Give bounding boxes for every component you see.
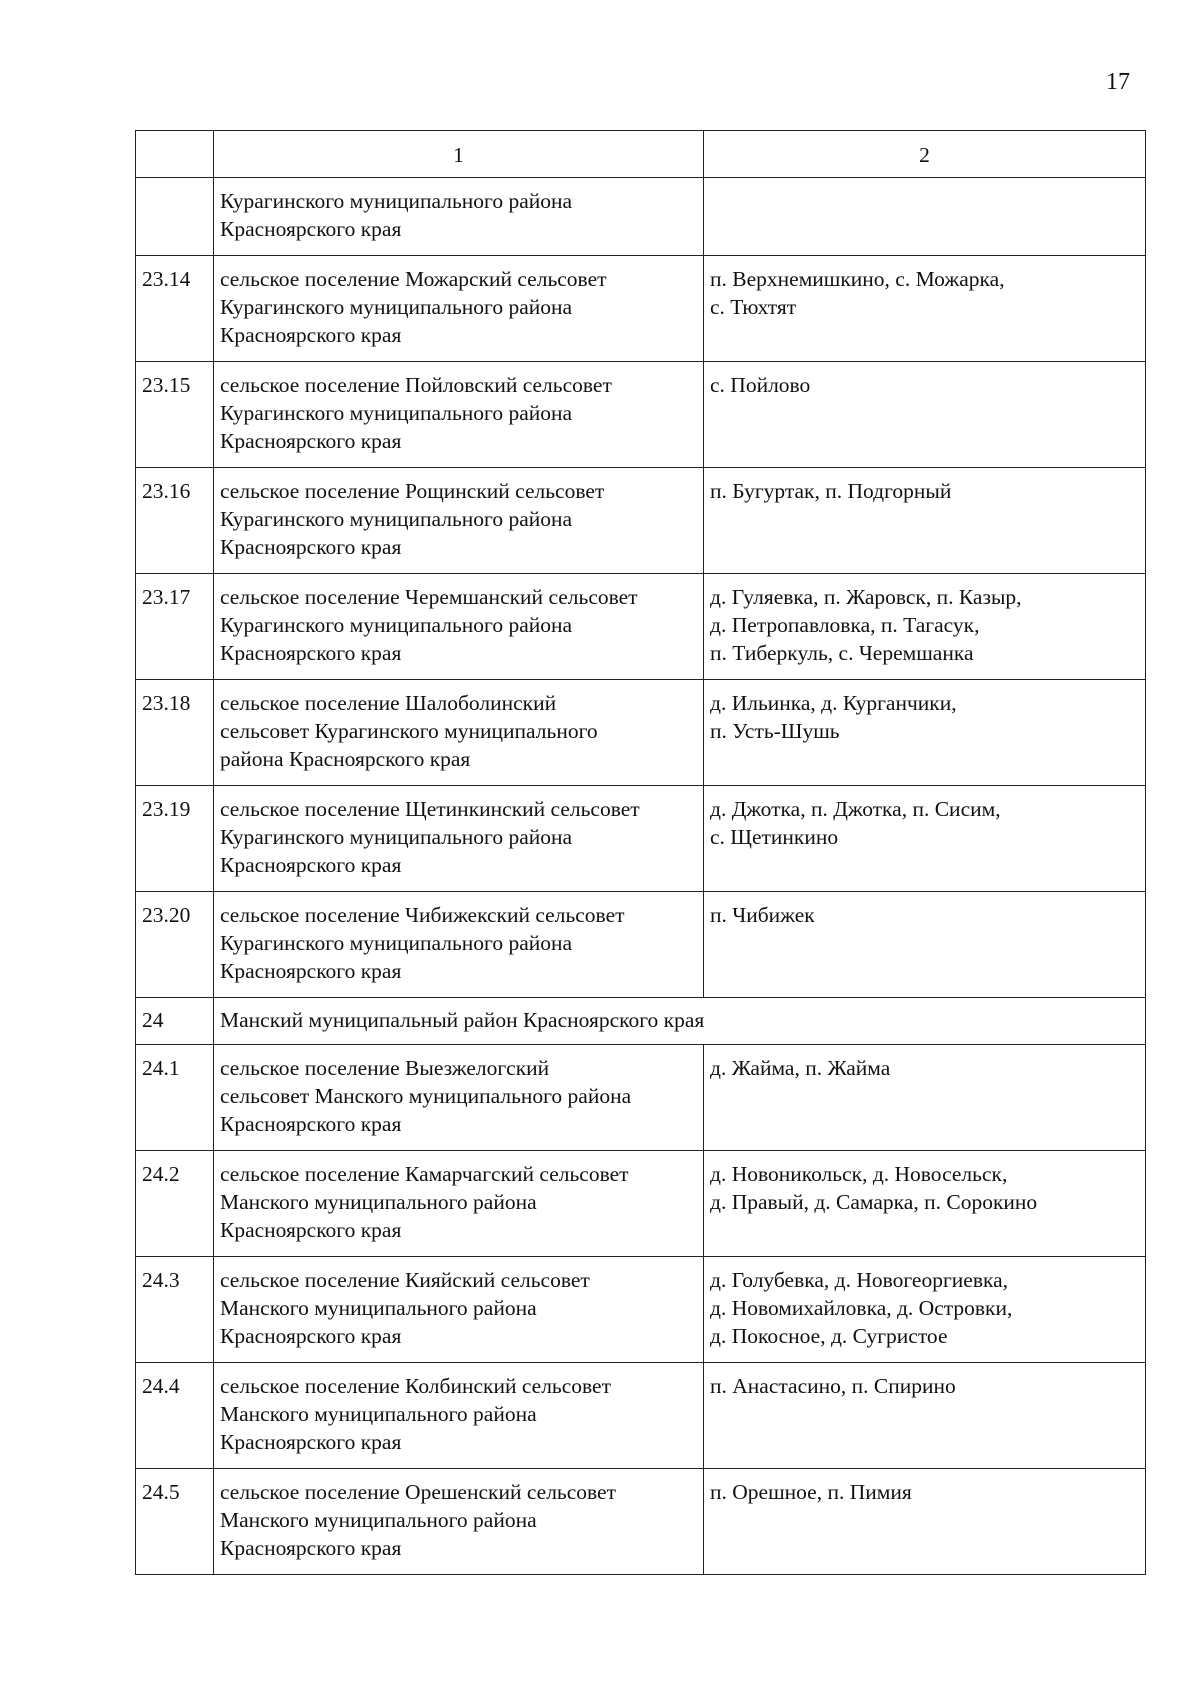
municipality-name <box>214 256 704 362</box>
name-line: Красноярского края <box>220 641 402 665</box>
settlements-list <box>704 362 1146 468</box>
municipality-name <box>214 1045 704 1151</box>
table-row <box>136 1151 1146 1257</box>
table-row <box>136 468 1146 574</box>
name-line: сельское поселение Колбинский сельсовет <box>220 1374 611 1398</box>
row-number: 23.14 <box>136 256 214 362</box>
table-row <box>136 1469 1146 1575</box>
row-number: 23.19 <box>136 786 214 892</box>
settlement-line: д. Ильинка, д. Курганчики, <box>710 691 957 715</box>
municipality-name <box>214 1257 704 1363</box>
settlements-list <box>704 1257 1146 1363</box>
row-number: 24.5 <box>136 1469 214 1575</box>
name-line: Манского муниципального района <box>220 1190 537 1214</box>
settlements-list <box>704 1045 1146 1151</box>
municipality-name <box>214 1469 704 1575</box>
section-number: 24 <box>136 998 214 1045</box>
settlement-line: с. Пойлово <box>710 373 811 397</box>
table-row <box>136 1363 1146 1469</box>
section-row <box>136 998 1146 1045</box>
row-number: 24.3 <box>136 1257 214 1363</box>
name-line: Курагинского муниципального района <box>220 825 573 849</box>
settlement-line: п. Тиберкуль, с. Черемшанка <box>710 641 974 665</box>
name-line: Курагинского муниципального района <box>220 613 573 637</box>
settlement-line: д. Покосное, д. Сугристое <box>710 1324 948 1348</box>
name-line: сельское поселение Чибижекский сельсовет <box>220 903 625 927</box>
table-row <box>136 786 1146 892</box>
settlement-line: д. Голубевка, д. Новогеоргиевка, <box>710 1268 1009 1292</box>
name-line: сельское поселение Рощинский сельсовет <box>220 479 605 503</box>
table-row <box>136 1257 1146 1363</box>
name-line: Красноярского края <box>220 1218 402 1242</box>
municipality-name <box>214 892 704 998</box>
name-line: сельское поселение Шалоболинский <box>220 691 557 715</box>
settlement-line: д. Новомихайловка, д. Островки, <box>710 1296 1013 1320</box>
settlements-list <box>704 574 1146 680</box>
settlements-list <box>704 256 1146 362</box>
name-line: Курагинского муниципального района <box>220 295 573 319</box>
municipality-name <box>214 1151 704 1257</box>
name-line: Красноярского края <box>220 429 402 453</box>
settlement-line: с. Щетинкино <box>710 825 839 849</box>
page-number: 17 <box>1106 69 1130 95</box>
row-number <box>136 178 214 256</box>
name-line: сельсовет Манского муниципального района <box>220 1084 632 1108</box>
settlements-list <box>704 1363 1146 1469</box>
settlements-list <box>704 1469 1146 1575</box>
row-number: 23.16 <box>136 468 214 574</box>
name-line: сельское поселение Пойловский сельсовет <box>220 373 612 397</box>
settlement-line: п. Анастасино, п. Спирино <box>710 1374 956 1398</box>
name-line: Красноярского края <box>220 217 402 241</box>
row-number: 23.17 <box>136 574 214 680</box>
table-row <box>136 892 1146 998</box>
settlement-line: п. Усть-Шушь <box>710 719 840 743</box>
row-number: 24.4 <box>136 1363 214 1469</box>
name-line: Курагинского муниципального района <box>220 401 573 425</box>
table-row <box>136 574 1146 680</box>
row-number: 24.2 <box>136 1151 214 1257</box>
settlements-list <box>704 178 1146 256</box>
settlement-line: д. Джотка, п. Джотка, п. Сисим, <box>710 797 1001 821</box>
settlement-line: д. Жайма, п. Жайма <box>710 1056 891 1080</box>
name-line: сельское поселение Черемшанский сельсовет <box>220 585 638 609</box>
name-line: Красноярского края <box>220 959 402 983</box>
settlements-list <box>704 786 1146 892</box>
row-number: 23.15 <box>136 362 214 468</box>
municipality-name <box>214 362 704 468</box>
name-line: района Красноярского края <box>220 747 471 771</box>
settlements-table <box>135 130 1146 1575</box>
name-line: сельское поселение Кияйский сельсовет <box>220 1268 590 1292</box>
name-line: сельское поселение Камарчагский сельсовет <box>220 1162 629 1186</box>
table-row <box>136 256 1146 362</box>
row-number: 23.18 <box>136 680 214 786</box>
settlement-line: п. Орешное, п. Пимия <box>710 1480 912 1504</box>
continuation-row <box>136 178 1146 256</box>
header-cell-1: 1 <box>214 131 704 178</box>
name-line: Красноярского края <box>220 1324 402 1348</box>
name-line: Красноярского края <box>220 853 402 877</box>
settlements-list <box>704 680 1146 786</box>
settlement-line: с. Тюхтят <box>710 295 797 319</box>
name-line: Манского муниципального района <box>220 1296 537 1320</box>
table-row <box>136 680 1146 786</box>
settlements-list <box>704 892 1146 998</box>
section-title: Манский муниципальный район Красноярского края <box>214 998 1146 1045</box>
name-line: сельсовет Курагинского муниципального <box>220 719 598 743</box>
name-line: сельское поселение Можарский сельсовет <box>220 267 607 291</box>
name-line: Красноярского края <box>220 535 402 559</box>
header-cell-num <box>136 131 214 178</box>
settlement-line: д. Новоникольск, д. Новосельск, <box>710 1162 1008 1186</box>
name-line: сельское поселение Орешенский сельсовет <box>220 1480 616 1504</box>
settlements-list <box>704 1151 1146 1257</box>
municipality-name <box>214 680 704 786</box>
municipality-name <box>214 786 704 892</box>
settlement-line: д. Правый, д. Самарка, п. Сорокино <box>710 1190 1038 1214</box>
name-line: Красноярского края <box>220 1430 402 1454</box>
name-line: Курагинского муниципального района <box>220 507 573 531</box>
municipality-name <box>214 574 704 680</box>
name-line: Манского муниципального района <box>220 1508 537 1532</box>
row-number: 24.1 <box>136 1045 214 1151</box>
municipality-name <box>214 1363 704 1469</box>
name-line: Манского муниципального района <box>220 1402 537 1426</box>
settlement-line: п. Чибижек <box>710 903 815 927</box>
name-line: Красноярского края <box>220 323 402 347</box>
header-cell-2: 2 <box>704 131 1146 178</box>
municipality-name <box>214 178 704 256</box>
municipality-name <box>214 468 704 574</box>
settlement-line: п. Бугуртак, п. Подгорный <box>710 479 952 503</box>
settlement-line: д. Петропавловка, п. Тагасук, <box>710 613 980 637</box>
name-line: сельское поселение Выезжелогский <box>220 1056 550 1080</box>
name-line: Красноярского края <box>220 1112 402 1136</box>
settlements-list <box>704 468 1146 574</box>
name-line: Красноярского края <box>220 1536 402 1560</box>
settlement-line: д. Гуляевка, п. Жаровск, п. Казыр, <box>710 585 1022 609</box>
row-number: 23.20 <box>136 892 214 998</box>
name-line: Курагинского муниципального района <box>220 931 573 955</box>
table-row <box>136 1045 1146 1151</box>
table-header-row <box>136 131 1146 178</box>
name-line: Курагинского муниципального района <box>220 189 573 213</box>
settlement-line: п. Верхнемишкино, с. Можарка, <box>710 267 1005 291</box>
table-row <box>136 362 1146 468</box>
name-line: сельское поселение Щетинкинский сельсовет <box>220 797 640 821</box>
